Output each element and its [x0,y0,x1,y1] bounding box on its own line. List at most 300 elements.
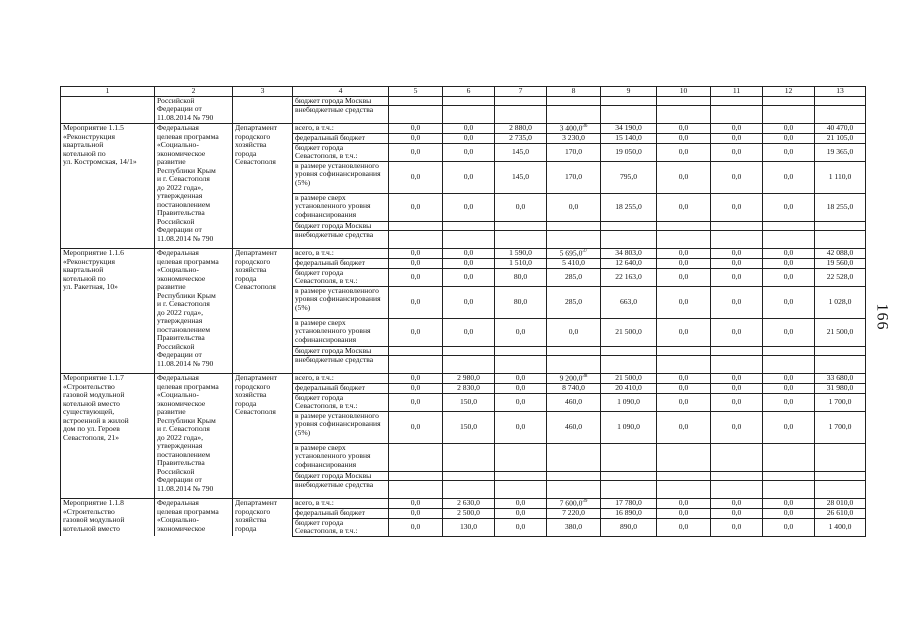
column-number: 10 [657,87,711,97]
value-cell [443,356,495,374]
value-cell: 0,0 [389,518,443,536]
value-cell [657,221,711,231]
value-cell: 0,0 [763,286,815,318]
column-number: 9 [601,87,657,97]
value-cell [711,96,763,106]
value-cell [763,443,815,471]
value-cell [443,96,495,106]
value-cell: 0,0 [763,249,815,259]
value-cell: 0,0 [711,124,763,134]
value-cell: 0,0 [495,393,547,411]
value-cell: 1 090,0 [601,411,657,443]
value-cell: 0,0 [389,286,443,318]
value-cell: 8 740,0 [547,384,601,394]
value-cell: 0,0 [711,374,763,384]
value-cell: 0,0 [443,259,495,269]
value-cell [711,221,763,231]
source-label: внебюджетные средства [293,481,389,499]
source-label: всего, в т.ч.: [293,124,389,134]
value-cell: 0,0 [443,249,495,259]
value-cell [443,346,495,356]
value-cell: 26 610,0 [815,509,866,519]
value-cell: 1 400,0 [815,518,866,536]
value-cell: 0,0 [711,411,763,443]
value-cell: 21 500,0 [601,318,657,346]
value-cell: 0,0 [389,249,443,259]
value-cell [495,443,547,471]
event-name: Мероприятие 1.1.7 «Строительство газовой модульной котельной вместо существующей, встроенной в жилой дом по ул. Героев Севастополя, 21» [61,374,155,499]
department-name: Департамент городского хозяйства города Севастополя [233,374,293,499]
value-cell [763,221,815,231]
value-cell: 40 470,0 [815,124,866,134]
value-cell: 18 255,0 [815,193,866,221]
value-cell [547,221,601,231]
value-cell [815,106,866,124]
value-cell [443,106,495,124]
value-cell: 0,0 [389,268,443,286]
value-cell [443,443,495,471]
value-cell: 0,0 [657,318,711,346]
value-cell: 145,0 [495,161,547,193]
value-cell: 0,0 [711,509,763,519]
value-cell: 0,0 [495,318,547,346]
value-cell: 2 830,0 [443,384,495,394]
column-number: 3 [233,87,293,97]
value-cell [389,96,443,106]
value-cell: 0,0 [657,384,711,394]
value-cell [389,481,443,499]
value-cell: 0,0 [443,318,495,346]
value-cell: 21 500,0 [601,374,657,384]
value-cell: 18 255,0 [601,193,657,221]
source-label: внебюджетные средства [293,106,389,124]
value-cell: 22 528,0 [815,268,866,286]
value-cell: 0,0 [763,161,815,193]
table-row [61,96,866,106]
value-cell: 0,0 [443,193,495,221]
table-row [61,249,866,259]
value-cell [601,443,657,471]
value-cell: 0,0 [547,318,601,346]
value-cell [443,481,495,499]
value-cell: 0,0 [547,193,601,221]
value-cell: 2 630,0 [443,499,495,509]
value-cell: 2 980,0 [443,374,495,384]
source-label: в размере сверх установленного уровня софинансирования [293,193,389,221]
value-cell [657,443,711,471]
column-number: 4 [293,87,389,97]
value-cell [495,221,547,231]
value-cell [389,231,443,249]
footnote-mark: 38 [582,374,588,380]
column-number: 12 [763,87,815,97]
value-cell [389,471,443,481]
value-cell: 1 700,0 [815,411,866,443]
value-cell [815,231,866,249]
value-cell [815,96,866,106]
value-cell: 19 050,0 [601,143,657,161]
value-cell: 80,0 [495,268,547,286]
column-number: 13 [815,87,866,97]
value-cell [763,231,815,249]
value-cell [763,96,815,106]
source-label: внебюджетные средства [293,231,389,249]
funding-table [60,86,866,537]
value-cell: 0,0 [711,193,763,221]
value-cell: 0,0 [389,374,443,384]
source-label: бюджет города Москвы [293,346,389,356]
value-cell [601,471,657,481]
source-label: внебюджетные средства [293,356,389,374]
source-label: бюджет города Севастополя, в т.ч.: [293,393,389,411]
value-cell: 2 735,0 [495,134,547,144]
value-cell: 285,0 [547,268,601,286]
value-cell [815,346,866,356]
source-label: бюджет города Севастополя, в т.ч.: [293,268,389,286]
value-cell: 33 680,0 [815,374,866,384]
value-cell: 0,0 [389,259,443,269]
footnote-mark: 37 [582,249,588,255]
value-cell [657,356,711,374]
value-cell: 170,0 [547,143,601,161]
value-cell: 380,0 [547,518,601,536]
column-numbers-row [61,87,866,97]
value-cell: 0,0 [657,259,711,269]
department-name: Департамент городского хозяйства города Севастополя [233,124,293,249]
event-name: Мероприятие 1.1.6 «Реконструкция квартальной котельной по ул. Ракетная, 10» [61,249,155,374]
column-number: 8 [547,87,601,97]
value-cell: 0,0 [711,161,763,193]
value-cell [763,106,815,124]
source-label: бюджет города Москвы [293,221,389,231]
value-cell: 0,0 [711,318,763,346]
value-cell: 0,0 [389,161,443,193]
value-cell [495,356,547,374]
value-cell: 0,0 [495,374,547,384]
source-label: в размере установленного уровня софинансирования (5%) [293,411,389,443]
value-cell [815,471,866,481]
value-cell: 19 365,0 [815,143,866,161]
table-row [61,374,866,384]
value-cell: 0,0 [657,509,711,519]
value-cell: 0,0 [763,411,815,443]
value-cell [547,356,601,374]
value-cell: 28 010,0 [815,499,866,509]
value-cell [763,356,815,374]
value-cell: 0,0 [495,509,547,519]
value-cell [763,481,815,499]
value-cell [711,443,763,471]
value-cell: 0,0 [657,411,711,443]
program-cell: Российской Федерации от 11.08.2014 № 790 [155,96,233,124]
value-cell: 0,0 [495,384,547,394]
value-cell: 15 140,0 [601,134,657,144]
column-number: 6 [443,87,495,97]
column-number: 11 [711,87,763,97]
event-cell [61,96,155,124]
value-cell: 9 200,0$^{38}$ [547,374,601,384]
value-cell [657,231,711,249]
value-cell: 0,0 [711,143,763,161]
value-cell: 0,0 [763,374,815,384]
value-cell: 0,0 [389,193,443,221]
event-name: Мероприятие 1.1.8 «Строительство газовой модульной котельной вместо [61,499,155,537]
value-cell [495,471,547,481]
value-cell [657,106,711,124]
value-cell [547,346,601,356]
department-name: Департамент городского хозяйства города Севастополя [233,249,293,374]
source-label: федеральный бюджет [293,259,389,269]
value-cell: 285,0 [547,286,601,318]
value-cell: 0,0 [657,124,711,134]
value-cell [601,106,657,124]
value-cell: 0,0 [657,286,711,318]
column-number: 7 [495,87,547,97]
value-cell: 0,0 [763,124,815,134]
value-cell: 0,0 [763,518,815,536]
source-label: федеральный бюджет [293,509,389,519]
value-cell: 0,0 [763,134,815,144]
value-cell [547,96,601,106]
value-cell [389,356,443,374]
value-cell: 150,0 [443,393,495,411]
value-cell: 5 410,0 [547,259,601,269]
value-cell: 0,0 [711,499,763,509]
value-cell [711,481,763,499]
program-name: Федеральная целевая программа «Социально- экономическое [155,499,233,537]
value-cell: 0,0 [389,318,443,346]
value-cell: 170,0 [547,161,601,193]
value-cell: 0,0 [657,268,711,286]
event-name: Мероприятие 1.1.5 «Реконструкция квартальной котельной по ул. Костромская, 14/1» [61,124,155,249]
source-label: федеральный бюджет [293,384,389,394]
program-name: Федеральная целевая программа «Социально- экономическое развитие Республики Крым и г. Севастополя до 2022 года», утвержденная постановлением Правительства Российской Федерации от 11.08.2014 № 790 [155,124,233,249]
value-cell: 663,0 [601,286,657,318]
value-cell: 0,0 [495,499,547,509]
value-cell [495,231,547,249]
value-cell: 0,0 [711,286,763,318]
value-cell: 19 560,0 [815,259,866,269]
value-cell: 0,0 [443,143,495,161]
value-cell [711,231,763,249]
value-cell: 1 110,0 [815,161,866,193]
column-number: 1 [61,87,155,97]
value-cell: 0,0 [763,318,815,346]
value-cell: 1 590,0 [495,249,547,259]
value-cell: 0,0 [657,134,711,144]
value-cell: 0,0 [711,259,763,269]
value-cell: 0,0 [657,499,711,509]
value-cell: 0,0 [389,134,443,144]
value-cell: 21 500,0 [815,318,866,346]
value-cell: 0,0 [657,143,711,161]
value-cell [657,346,711,356]
value-cell [547,231,601,249]
value-cell: 460,0 [547,393,601,411]
value-cell: 0,0 [389,509,443,519]
value-cell [711,356,763,374]
value-cell [601,481,657,499]
value-cell [711,346,763,356]
value-cell [601,356,657,374]
value-cell: 0,0 [657,193,711,221]
value-cell: 0,0 [389,411,443,443]
value-cell: 0,0 [711,393,763,411]
value-cell: 0,0 [657,393,711,411]
source-label: бюджет города Москвы [293,96,389,106]
value-cell: 0,0 [389,393,443,411]
value-cell: 20 410,0 [601,384,657,394]
value-cell: 0,0 [763,268,815,286]
value-cell [547,471,601,481]
value-cell: 0,0 [763,193,815,221]
value-cell: 7 220,0 [547,509,601,519]
value-cell: 1 510,0 [495,259,547,269]
value-cell: 460,0 [547,411,601,443]
value-cell [601,96,657,106]
value-cell [711,471,763,481]
column-number: 5 [389,87,443,97]
value-cell [443,231,495,249]
value-cell: 2 880,0 [495,124,547,134]
value-cell: 80,0 [495,286,547,318]
value-cell [657,481,711,499]
value-cell [389,106,443,124]
value-cell: 3 400,0$^{36}$ [547,124,601,134]
value-cell: 2 500,0 [443,509,495,519]
value-cell [547,443,601,471]
value-cell [815,356,866,374]
value-cell: 5 695,0$^{37}$ [547,249,601,259]
value-cell: 0,0 [389,143,443,161]
dept-cell [233,96,293,124]
value-cell: 0,0 [711,384,763,394]
value-cell [601,231,657,249]
value-cell: 0,0 [763,259,815,269]
source-label: всего, в т.ч.: [293,249,389,259]
source-label: бюджет города Севастополя, в т.ч.: [293,518,389,536]
value-cell: 0,0 [389,499,443,509]
value-cell [815,443,866,471]
page-number: 166 [873,303,891,331]
table-row [61,499,866,509]
table-row [61,124,866,134]
value-cell: 0,0 [443,124,495,134]
value-cell: 0,0 [443,161,495,193]
value-cell: 42 088,0 [815,249,866,259]
value-cell: 3 230,0 [547,134,601,144]
value-cell: 150,0 [443,411,495,443]
value-cell: 0,0 [763,393,815,411]
value-cell: 1 700,0 [815,393,866,411]
value-cell: 22 163,0 [601,268,657,286]
value-cell: 0,0 [495,518,547,536]
value-cell [495,346,547,356]
column-number: 2 [155,87,233,97]
source-label: в размере сверх установленного уровня софинансирования [293,318,389,346]
value-cell: 21 105,0 [815,134,866,144]
value-cell [495,481,547,499]
program-name: Федеральная целевая программа «Социально- экономическое развитие Республики Крым и г. Севастополя до 2022 года», утвержденная постановлением Правительства Российской Федерации от 11.08.2014 № 790 [155,374,233,499]
value-cell: 0,0 [711,268,763,286]
value-cell [443,471,495,481]
value-cell [601,346,657,356]
source-label: в размере установленного уровня софинансирования (5%) [293,161,389,193]
value-cell [443,221,495,231]
value-cell [495,96,547,106]
value-cell: 0,0 [443,134,495,144]
value-cell: 12 640,0 [601,259,657,269]
value-cell: 1 090,0 [601,393,657,411]
value-cell: 0,0 [443,268,495,286]
value-cell: 0,0 [711,249,763,259]
value-cell [495,106,547,124]
value-cell [763,346,815,356]
value-cell: 16 890,0 [601,509,657,519]
value-cell [389,221,443,231]
value-cell: 145,0 [495,143,547,161]
source-label: бюджет города Севастополя, в т.ч.: [293,143,389,161]
value-cell: 34 190,0 [601,124,657,134]
value-cell [657,471,711,481]
value-cell: 7 600,0$^{39}$ [547,499,601,509]
value-cell: 0,0 [763,384,815,394]
value-cell [711,106,763,124]
value-cell: 0,0 [657,518,711,536]
value-cell: 0,0 [657,161,711,193]
footnote-mark: 39 [582,499,588,505]
value-cell [389,443,443,471]
value-cell: 0,0 [711,134,763,144]
value-cell [547,106,601,124]
source-label: в размере установленного уровня софинансирования (5%) [293,286,389,318]
value-cell [657,96,711,106]
value-cell [763,471,815,481]
value-cell: 0,0 [711,518,763,536]
source-label: всего, в т.ч.: [293,499,389,509]
source-label: бюджет города Москвы [293,471,389,481]
value-cell: 0,0 [657,374,711,384]
value-cell: 890,0 [601,518,657,536]
value-cell: 0,0 [495,193,547,221]
value-cell: 0,0 [763,499,815,509]
value-cell: 0,0 [389,124,443,134]
value-cell: 0,0 [389,384,443,394]
value-cell: 17 780,0 [601,499,657,509]
value-cell: 31 980,0 [815,384,866,394]
value-cell: 0,0 [657,249,711,259]
value-cell: 0,0 [763,143,815,161]
value-cell: 34 803,0 [601,249,657,259]
value-cell: 1 028,0 [815,286,866,318]
value-cell [815,221,866,231]
footnote-mark: 36 [582,124,588,129]
value-cell: 130,0 [443,518,495,536]
source-label: федеральный бюджет [293,134,389,144]
value-cell: 0,0 [443,286,495,318]
value-cell [815,481,866,499]
department-name: Департамент городского хозяйства города [233,499,293,537]
value-cell: 795,0 [601,161,657,193]
value-cell [547,481,601,499]
value-cell: 0,0 [495,411,547,443]
source-label: всего, в т.ч.: [293,374,389,384]
value-cell [601,221,657,231]
program-name: Федеральная целевая программа «Социально- экономическое развитие Республики Крым и г. Севастополя до 2022 года», утвержденная постановлением Правительства Российской Федерации от 11.08.2014 № 790 [155,249,233,374]
source-label: в размере сверх установленного уровня софинансирования [293,443,389,471]
value-cell: 0,0 [763,509,815,519]
value-cell [389,346,443,356]
